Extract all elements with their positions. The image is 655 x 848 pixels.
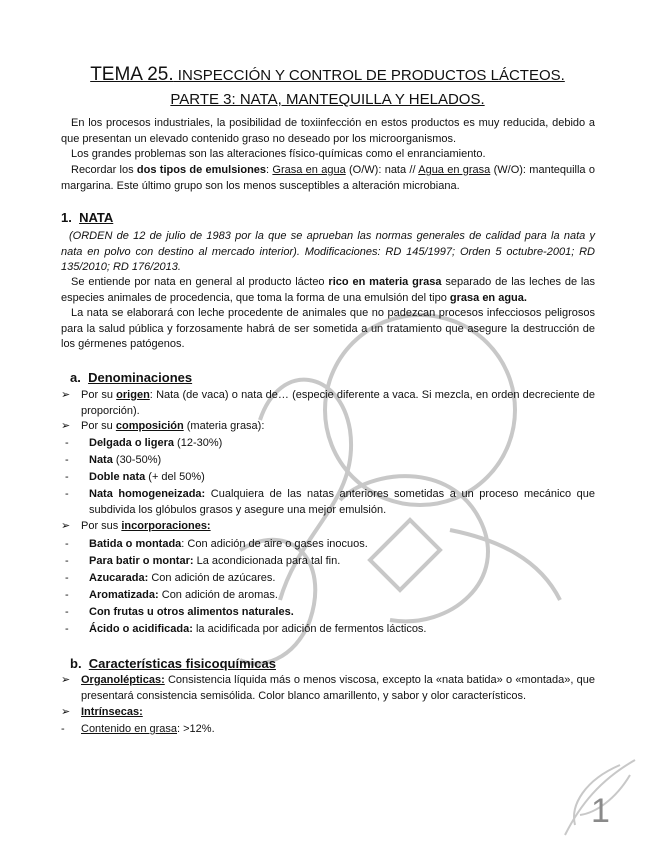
list-item: - Nata (30-50%) [65,454,162,466]
section-heading-nata: 1. NATA [61,210,114,225]
bullet-incorporaciones: ➢ Por sus incorporaciones: [61,519,595,535]
page-number: 1 [591,792,610,830]
list-item: - Nata homogeneizada: Cualquiera de las natas anteriores sometidas a un proceso mecánico que subdivida los glóbulos grasos y asegure una mejor emulsión. [65,488,595,516]
intro-paragraph-2: Los grandes problemas son las alteraciones físico-químicas como el enranciamiento. [71,148,486,160]
intro-paragraph-3: Recordar los dos tipos de emulsiones: Grasa en agua (O/W): nata // Agua en grasa (W/O): mantequilla o margarina. Este último grupo son los menos susceptibles a alteración microbiana. [61,164,595,192]
document-title: TEMA 25. INSPECCIÓN Y CONTROL DE PRODUCTOS LÁCTEOS. [90,64,565,85]
bullet-organolepticas: ➢ Organolépticas: Consistencia líquida más o menos viscosa, excepto la «nata batida» o «montada», que presentará consistencia semisólida. Color blanco amarillento, y sabor y olor característicos. [61,674,595,702]
document-subtitle: PARTE 3: NATA, MANTEQUILLA Y HELADOS. [170,91,485,108]
arrow-bullet-icon: ➢ [61,706,71,718]
nata-legal-reference: (ORDEN de 12 de julio de 1983 por la que se aprueban las normas generales de calidad para la nata y nata en polvo con destino al mercado interior). Modificaciones: RD 145/1997; Orden 5 octubre-2001; RD 135/2010; RD 176/2013. [61,230,595,273]
list-item: - Contenido en grasa: >12%. [61,723,215,735]
list-item: - Para batir o montar: La acondicionada para tal fin. [65,555,341,567]
list-item: - Azucarada: Con adición de azúcares. [65,572,276,584]
list-item: - Aromatizada: Con adición de aromas. [65,589,278,601]
nata-elaboration: La nata se elaborará con leche procedente de animales que no padezcan procesos infecciosos peligrosos para la salud pública y forzosamente habrá de ser sometida a un tratamiento que asegure la destrucción de los gérmenes patógenos. [61,307,595,350]
intro-paragraph-1: En los procesos industriales, la posibilidad de toxiinfección en estos productos es muy reducida, debido a que presentan un elevado contenido graso no deseado por los microorganismos. [61,117,595,145]
list-item: - Batida o montada: Con adición de aire o gases inocuos. [65,538,368,550]
list-item: - Ácido o acidificada: la acidificada por adición de fermentos lácticos. [65,623,427,635]
bullet-intrinsecas: ➢ Intrínsecas: [61,705,595,721]
bullet-origen: ➢ Por su origen: Nata (de vaca) o nata de… (especie diferente a vaca. Si mezcla, en orden decreciente de proporción). [61,389,595,417]
nata-definition: Se entiende por nata en general al producto lácteo rico en materia grasa separado de las leches de las especies animales de procedencia, que toma la forma de una emulsión del tipo grasa en agua. [61,276,595,304]
list-item: - Con frutas u otros alimentos naturales. [65,606,294,618]
subsection-denominaciones: a. Denominaciones [70,370,193,385]
subsection-caracteristicas: b. Características fisicoquímicas [70,656,276,671]
arrow-bullet-icon: ➢ [61,520,71,532]
list-item: - Doble nata (+ del 50%) [65,471,205,483]
list-item: - Delgada o ligera (12-30%) [65,437,223,449]
arrow-bullet-icon: ➢ [61,420,71,432]
arrow-bullet-icon: ➢ [61,674,71,686]
bullet-composicion: ➢ Por su composición (materia grasa): [61,419,595,435]
arrow-bullet-icon: ➢ [61,389,71,401]
